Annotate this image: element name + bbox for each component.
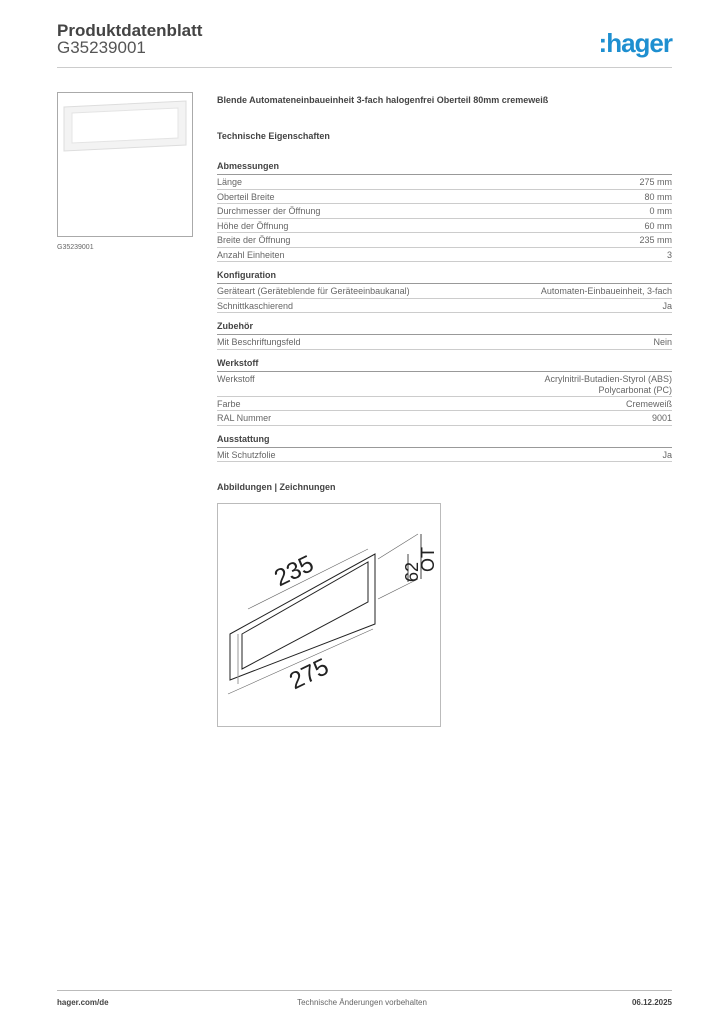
- spec-row: [217, 248, 672, 263]
- spec-label: Farbe: [217, 398, 241, 409]
- spec-value: 3: [666, 249, 672, 260]
- spec-value: Cremeweiß: [625, 398, 672, 409]
- dim-top: OT: [418, 547, 438, 572]
- figures-heading: Abbildungen | Zeichnungen: [217, 482, 336, 492]
- spec-row: [217, 448, 672, 463]
- spec-value: 235 mm: [639, 235, 672, 245]
- spec-value: 0 mm: [649, 206, 672, 216]
- spec-label: Oberteil Breite: [217, 191, 275, 202]
- spec-row: [217, 284, 672, 299]
- footer-date: 06.12.2025: [631, 998, 672, 1007]
- spec-label: Mit Beschriftungsfeld: [217, 337, 301, 347]
- spec-row: [217, 397, 672, 412]
- spec-label: Höhe der Öffnung: [217, 220, 289, 231]
- hager-logo: :hager: [598, 28, 672, 58]
- spec-label: Länge: [217, 177, 243, 187]
- spec-row: [217, 204, 672, 219]
- section-heading: Abmessungen: [217, 161, 672, 175]
- footer-divider: [57, 990, 672, 991]
- spec-row: [217, 175, 672, 190]
- dim-length: 275: [285, 653, 334, 696]
- dim-opening: 235: [270, 550, 319, 593]
- section-heading: Konfiguration: [217, 270, 672, 284]
- spec-row: [217, 335, 672, 350]
- specs: [217, 95, 672, 492]
- spec-label: Werkstoff: [217, 373, 255, 384]
- spec-value: 9001: [651, 413, 672, 423]
- product-image: [57, 92, 193, 237]
- header-divider: [57, 67, 672, 68]
- spec-label: Mit Schutzfolie: [217, 449, 276, 460]
- product-name: Blende Automateneinbaueinheit 3-fach halogenfrei Oberteil 80mm cremeweiß: [217, 95, 549, 105]
- spec-row: [217, 372, 672, 397]
- section-heading: Ausstattung: [217, 434, 672, 448]
- spec-label: Schnittkaschierend: [217, 300, 294, 311]
- spec-value: 275 mm: [639, 177, 672, 187]
- spec-label: Durchmesser der Öffnung: [217, 206, 321, 216]
- spec-row: [217, 190, 672, 205]
- spec-label: Breite der Öffnung: [217, 235, 291, 245]
- spec-value: 80 mm: [644, 191, 672, 202]
- spec-value: 60 mm: [644, 220, 672, 231]
- spec-label: Anzahl Einheiten: [217, 249, 285, 260]
- spec-label: RAL Nummer: [217, 413, 272, 423]
- section-heading: Zubehör: [217, 321, 672, 335]
- tech-heading: Technische Eigenschaften: [217, 131, 330, 141]
- technical-drawing: [217, 503, 441, 727]
- spec-value: Ja: [662, 300, 672, 311]
- dim-height: 62: [402, 561, 422, 582]
- spec-value: Acrylnitril-Butadien-Styrol (ABS) Polycarbonat (PC): [544, 373, 672, 395]
- spec-value: Nein: [653, 337, 672, 347]
- spec-row: [217, 411, 672, 426]
- spec-value: Automaten-Einbaueinheit, 3-fach: [540, 286, 672, 296]
- spec-value: Ja: [662, 449, 672, 460]
- page-title: Produktdatenblatt: [57, 21, 203, 40]
- section-heading: Werkstoff: [217, 358, 672, 372]
- image-caption: G35239001: [57, 244, 94, 251]
- product-code: G35239001: [57, 38, 146, 57]
- footer-website[interactable]: hager.com/de: [57, 998, 109, 1007]
- footer-disclaimer: Technische Änderungen vorbehalten: [297, 998, 427, 1007]
- spec-row: [217, 233, 672, 248]
- spec-row: [217, 219, 672, 234]
- spec-label: Geräteart (Geräteblende für Geräteeinbaukanal): [217, 286, 410, 296]
- spec-row: [217, 299, 672, 314]
